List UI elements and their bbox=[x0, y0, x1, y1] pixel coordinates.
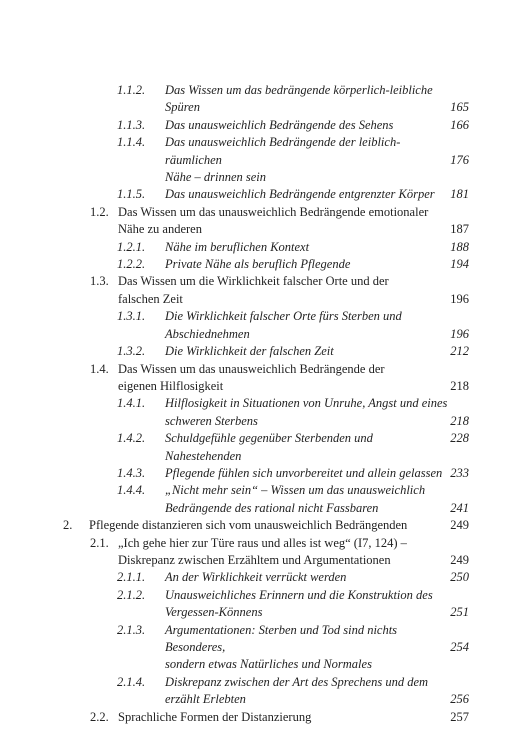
toc-entry-title-line: sondern etwas Natürliches und Normales bbox=[165, 657, 372, 672]
toc-entry-title-line: Nähe im beruflichen Kontext bbox=[165, 239, 310, 254]
toc-entry-title-line: Nähe zu anderen bbox=[118, 222, 202, 237]
toc-entry-title-line: Vergessen-Könnens bbox=[165, 605, 263, 620]
toc-entry-page-number: 196 bbox=[450, 326, 469, 341]
toc-entry-title-line: Private Nähe als beruflich Pflegende bbox=[165, 257, 351, 272]
toc-entry bbox=[0, 204, 529, 239]
toc-entry-title-line: „Ich gehe hier zur Türe raus und alles ist weg“ (I7, 124) – bbox=[118, 535, 407, 550]
toc-entry-page-number: 188 bbox=[450, 239, 469, 254]
toc-entry-page-number: 187 bbox=[450, 222, 469, 237]
toc-entry-number: 1.2.1. bbox=[117, 239, 146, 254]
toc-entry-page-number: 194 bbox=[450, 257, 469, 272]
toc-entry-page-number: 256 bbox=[450, 692, 469, 707]
toc-entry-page-number: 233 bbox=[450, 465, 469, 480]
toc-entry bbox=[0, 709, 529, 726]
toc-entry-title-line: An der Wirklichkeit verrückt werden bbox=[165, 570, 347, 585]
toc-entry bbox=[0, 535, 529, 570]
toc-entry bbox=[0, 256, 529, 273]
toc-entry bbox=[0, 674, 529, 709]
toc-entry-number: 2. bbox=[63, 518, 73, 533]
toc-entry-page-number: 228 bbox=[450, 431, 469, 446]
toc-entry-number: 2.1.2. bbox=[117, 587, 146, 602]
toc-entry-title-line: Diskrepanz zwischen Erzähltem und Argumentationen bbox=[118, 552, 391, 567]
toc-entry-title-line: erzählt Erlebten bbox=[165, 692, 246, 707]
toc-entry-number: 1.4.3. bbox=[117, 465, 146, 480]
toc-entry-number: 2.1.3. bbox=[117, 622, 146, 637]
toc-entry-number: 1.1.2. bbox=[117, 83, 146, 97]
toc-entry-page-number: 249 bbox=[450, 518, 469, 533]
toc-entry-title-line: Schuldgefühle gegenüber Sterbenden und Nahestehenden bbox=[165, 431, 373, 463]
toc-entry-page-number: 218 bbox=[450, 378, 469, 393]
toc-entry-title-line: falschen Zeit bbox=[118, 291, 183, 306]
toc-entry-title-line: Die Wirklichkeit der falschen Zeit bbox=[165, 344, 334, 359]
toc-entry-number: 1.4.4. bbox=[117, 483, 146, 498]
toc-entry-title-line: Argumentationen: Sterben und Tod sind nichts Besonderes, bbox=[165, 622, 398, 654]
toc-entry bbox=[0, 395, 529, 430]
toc-entry-title-line: Das Wissen um die Wirklichkeit falscher Orte und der bbox=[118, 274, 389, 289]
toc-entry bbox=[0, 134, 529, 186]
toc-entry-number: 2.1.1. bbox=[117, 570, 146, 585]
toc-entry-title-line: Unausweichliches Erinnern und die Konstruktion des bbox=[165, 587, 433, 602]
toc-entry-title-line: Das unausweichlich Bedrängende der leiblich-räumlichen bbox=[165, 135, 401, 167]
toc-entry-page-number: 241 bbox=[450, 500, 469, 515]
toc-entry-page-number: 218 bbox=[450, 413, 469, 428]
table-of-contents bbox=[0, 82, 529, 726]
toc-entry-title-line: Nähe – drinnen sein bbox=[165, 170, 267, 185]
toc-entry-title-line: Sprachliche Formen der Distanzierung bbox=[118, 709, 312, 724]
toc-entry-page-number: 254 bbox=[450, 639, 469, 654]
toc-entry-page-number: 181 bbox=[450, 187, 469, 202]
toc-entry-number: 1.4.1. bbox=[117, 396, 146, 411]
toc-entry-title-line: Das unausweichlich Bedrängende entgrenzter Körper bbox=[165, 187, 435, 202]
toc-entry-number: 1.2.2. bbox=[117, 257, 146, 272]
toc-entry bbox=[0, 239, 529, 256]
toc-entry-title-line: Das Wissen um das bedrängende körperlich-leibliche bbox=[165, 83, 433, 97]
toc-entry-page-number: 212 bbox=[450, 344, 469, 359]
toc-entry-number: 1.3. bbox=[90, 274, 109, 289]
toc-entry-page-number: 257 bbox=[450, 709, 469, 724]
toc-entry-title-line: eigenen Hilflosigkeit bbox=[118, 378, 224, 393]
toc-entry-title-line: Das Wissen um das unausweichlich Bedrängende emotionaler bbox=[118, 204, 429, 219]
toc-entry-page-number: 251 bbox=[450, 605, 469, 620]
toc-entry-number: 2.2. bbox=[90, 709, 109, 724]
toc-entry bbox=[0, 273, 529, 308]
toc-entry-number: 2.1.4. bbox=[117, 674, 146, 689]
toc-entry-title-line: Diskrepanz zwischen der Art des Sprechens und dem bbox=[165, 674, 429, 689]
toc-entry-number: 1.4.2. bbox=[117, 431, 146, 446]
toc-entry bbox=[0, 117, 529, 134]
toc-entry-title-line: Das unausweichlich Bedrängende des Sehens bbox=[165, 117, 394, 132]
toc-entry-title-line: Das Wissen um das unausweichlich Bedrängende der bbox=[118, 361, 385, 376]
toc-entry-title-line: Pflegende distanzieren sich vom unausweichlich Bedrängenden bbox=[89, 518, 408, 533]
toc-entry-number: 1.2. bbox=[90, 204, 109, 219]
toc-entry bbox=[0, 343, 529, 360]
toc-entry-number: 1.1.5. bbox=[117, 187, 146, 202]
toc-entry-number: 1.3.2. bbox=[117, 344, 146, 359]
toc-entry-title-line: Bedrängende des rational nicht Fassbaren bbox=[165, 500, 379, 515]
toc-entry bbox=[0, 587, 529, 622]
toc-entry bbox=[0, 82, 529, 117]
toc-entry bbox=[0, 430, 529, 465]
toc-entry-page-number: 176 bbox=[450, 152, 469, 167]
toc-entry-title-line: Pflegende fühlen sich unvorbereitet und allein gelassen bbox=[165, 465, 443, 480]
toc-entry-title-line: Spüren bbox=[165, 100, 200, 115]
toc-entry bbox=[0, 569, 529, 586]
toc-entry bbox=[0, 308, 529, 343]
toc-entry-number: 1.4. bbox=[90, 361, 109, 376]
toc-entry bbox=[0, 186, 529, 203]
toc-entry bbox=[0, 465, 529, 482]
toc-entry-page-number: 250 bbox=[450, 570, 469, 585]
toc-entry-number: 1.1.4. bbox=[117, 135, 146, 150]
toc-entry-number: 1.3.1. bbox=[117, 309, 146, 324]
toc-entry bbox=[0, 517, 529, 534]
toc-entry-number: 1.1.3. bbox=[117, 117, 146, 132]
toc-entry-page-number: 249 bbox=[450, 552, 469, 567]
toc-entry-page-number: 196 bbox=[450, 291, 469, 306]
toc-entry-title-line: „Nicht mehr sein“ – Wissen um das unausweichlich bbox=[165, 483, 426, 498]
toc-entry-page-number: 166 bbox=[450, 117, 469, 132]
toc-entry bbox=[0, 361, 529, 396]
toc-entry-title-line: Abschiednehmen bbox=[165, 326, 250, 341]
toc-entry bbox=[0, 482, 529, 517]
toc-entry-page-number: 165 bbox=[450, 100, 469, 115]
toc-entry-title-line: Die Wirklichkeit falscher Orte fürs Sterben und bbox=[165, 309, 402, 324]
toc-entry-title-line: schweren Sterbens bbox=[165, 413, 258, 428]
toc-entry-title-line: Hilflosigkeit in Situationen von Unruhe, Angst und eines bbox=[165, 396, 448, 411]
toc-entry bbox=[0, 622, 529, 674]
toc-entry-number: 2.1. bbox=[90, 535, 109, 550]
